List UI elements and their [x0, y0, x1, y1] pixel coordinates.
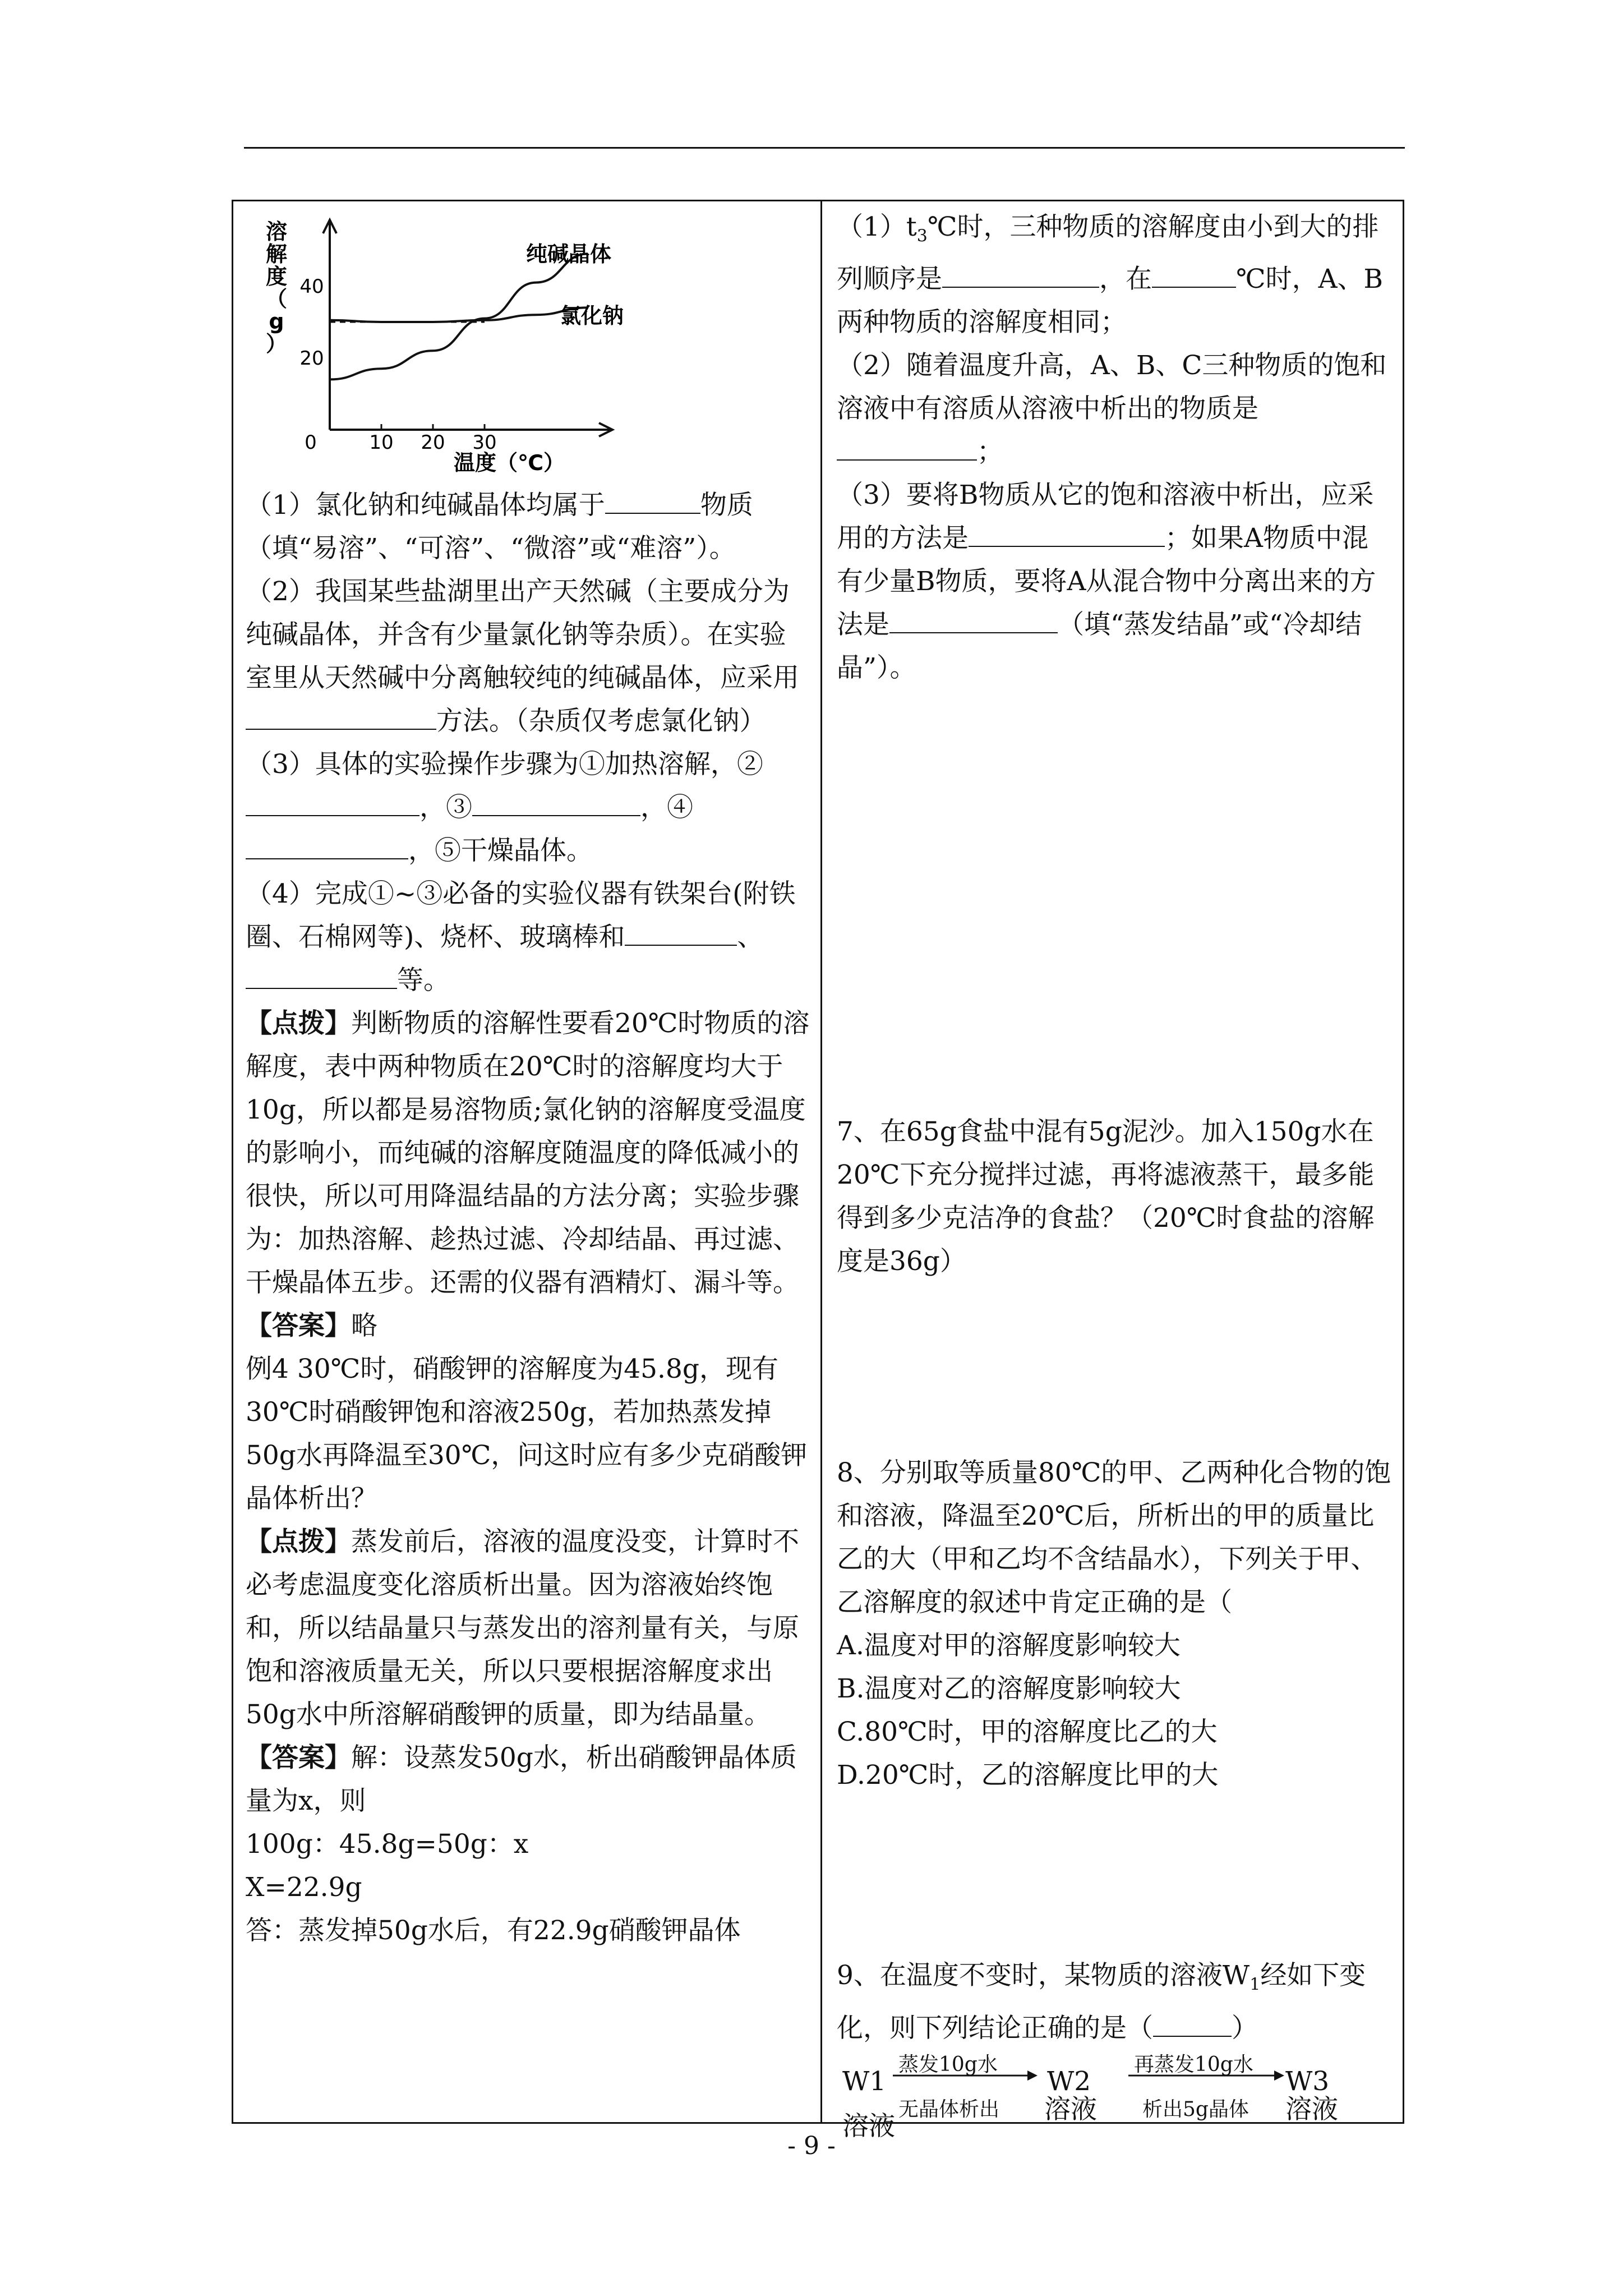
- answer-blank[interactable]: [837, 437, 977, 461]
- option-8b: B.温度对乙的溶解度影响较大: [837, 1673, 1181, 1705]
- flow-w3: W3: [1285, 2065, 1330, 2097]
- page-number: - 9 -: [787, 2132, 836, 2160]
- answer-2-result: X=22.9g: [246, 1872, 362, 1903]
- series-line-2: [330, 307, 588, 322]
- x-tick-label: 10: [369, 431, 394, 454]
- answer-blank[interactable]: [1152, 264, 1236, 288]
- q4-text: （4）完成①~③必备的实验仪器有铁架台(附铁圈、石棉网等)、烧杯、玻璃棒和 、等。: [246, 878, 796, 996]
- answer-2-ratio: 100g：45.8g=50g：x: [246, 1829, 529, 1860]
- answer-blank[interactable]: [1153, 2013, 1232, 2037]
- answer-blank[interactable]: [246, 836, 408, 859]
- answer-2: 【答案】解：设蒸发50g水，析出硝酸钾晶体质量为x，则: [246, 1742, 797, 1816]
- y-tick-label: 20: [299, 347, 324, 370]
- y-axis-label-char: 溶: [265, 219, 288, 244]
- series-line-1: [330, 254, 588, 379]
- r-q1-text: $(1)t_3℃$时，三种物质的溶解度由小到大的排列顺序是 ，在 ℃时，A、B两种物质的溶解度相同；: [837, 211, 1384, 338]
- answer-1: 【答案】略: [246, 1310, 377, 1341]
- q1-text: （1）氯化钠和纯碱晶体均属于 物质（填“易溶”、“可溶”、“微溶”或“难溶”）。: [246, 490, 753, 564]
- flow-step1-result: 无晶体析出: [898, 2097, 1000, 2121]
- answer-blank[interactable]: [889, 610, 1058, 633]
- flow-step1-condition: 蒸发10g水: [898, 2053, 998, 2076]
- answer-blank[interactable]: [472, 793, 640, 816]
- flow-w2-label: 溶液: [1044, 2093, 1097, 2125]
- answer-blank[interactable]: [605, 490, 700, 514]
- solubility-chart: [246, 211, 683, 480]
- hint-2: 【点拨】蒸发前后，溶液的温度没变，计算时不必考虑温度变化溶质析出量。因为溶液始终饱和，所以结晶量只与蒸发出的溶剂量有关，与原饱和溶液质量无关，所以只要根据溶解度求出50g水中所溶解硝酸钾的质量，即为结晶量。: [246, 1526, 799, 1730]
- left-column: [236, 200, 819, 1952]
- question-7: 7、在65g食盐中混有5g泥沙。加入150g水在20℃下充分搅拌过滤，再将滤液蒸干，最多能得到多少克洁净的食盐？（20℃时食盐的溶解度是36g）: [837, 1116, 1375, 1277]
- header-rule: [244, 147, 1405, 149]
- arrow-icon: [1128, 2069, 1285, 2082]
- arrow-icon: [893, 2069, 1039, 2082]
- right-column: [824, 200, 1402, 2183]
- r-q3-text: （3）要将B物质从它的饱和溶液中析出，应采用的方法是 ；如果A物质中混有少量B物质，要将A从混合物中分离出来的方法是 （填“蒸发结晶”或“冷却结晶”）。: [837, 480, 1376, 684]
- y-tick-label: 40: [299, 275, 324, 298]
- answer-2-conclusion: 答：蒸发掉50g水后，有22.9g硝酸钾晶体: [246, 1915, 741, 1946]
- r-q2-text: （2）随着温度升高，A、B、C三种物质的饱和溶液中有溶质从溶液中析出的物质是；: [837, 350, 1387, 468]
- series-label: 氯化钠: [560, 303, 624, 328]
- flow-step2-condition: 再蒸发10g水: [1134, 2053, 1253, 2076]
- y-axis-label-char: 解: [265, 242, 288, 266]
- hint-1: 【点拨】判断物质的溶解性要看20℃时物质的溶解度，表中两种物质在20℃时的溶解度均大于10g，所以都是易溶物质;氯化钠的溶解度受温度的影响小，而纯碱的溶解度随温度的降低减小的很快，所以可用降温结晶的方法分离；实验步骤为：加热溶解、趁热过滤、冷却结晶、再过滤、干燥晶体五步。还需的仪器有酒精灯、漏斗等。: [246, 1008, 810, 1298]
- q2-text: （2）我国某些盐湖里出产天然碱（主要成分为纯碱晶体，并含有少量氯化钠等杂质）。在实验室里从天然碱中分离触较纯的纯碱晶体，应采用方法。（杂质仅考虑氯化钠）: [246, 576, 799, 737]
- answer-blank[interactable]: [942, 264, 1099, 288]
- answer-blank[interactable]: [246, 706, 436, 730]
- answer-blank[interactable]: [969, 523, 1165, 547]
- flow-w2: W2: [1047, 2065, 1091, 2097]
- example-4: 例4 30℃时，硝酸钾的溶解度为45.8g，现有30℃时硝酸钾饱和溶液250g，若加热蒸发掉50g水再降温至30℃，问这时应有多少克硝酸钾晶体析出？: [246, 1354, 808, 1514]
- y-axis-label-char: 度: [265, 264, 288, 289]
- flow-w3-label: 溶液: [1285, 2093, 1338, 2125]
- x-tick-label: 30: [472, 431, 497, 454]
- q3-text: （3）具体的实验操作步骤为①加热溶解，②，③ ，④，⑤干燥晶体。: [246, 749, 763, 866]
- option-8d: D.20℃时，乙的溶解度比甲的大: [837, 1760, 1219, 1791]
- process-diagram: [837, 2054, 1394, 2183]
- option-8c: C.80℃时，甲的溶解度比乙的大: [837, 1717, 1218, 1748]
- x-axis-label: 温度（℃）: [453, 450, 565, 475]
- answer-blank[interactable]: [246, 793, 419, 816]
- column-divider: [820, 200, 822, 2124]
- question-9: 9、在温度不变时，某物质的溶液$W_1$经如下变化，则下列结论正确的是（ ）: [837, 1960, 1366, 2044]
- y-axis-label-char: g: [269, 309, 284, 334]
- flow-step2-result: 析出5g晶体: [1142, 2097, 1249, 2121]
- answer-blank[interactable]: [625, 922, 737, 946]
- x-tick-label: 20: [421, 431, 445, 454]
- x-tick-label: 0: [305, 431, 317, 454]
- question-8: 8、分别取等质量80℃的甲、乙两种化合物的饱和溶液，降温至20℃后，所析出的甲的质量比乙的大（甲和乙均不含结晶水），下列关于甲、乙溶解度的叙述中肯定正确的是（: [837, 1457, 1391, 1618]
- y-axis-label-char: ）: [265, 332, 288, 356]
- flow-w1: W1: [842, 2065, 887, 2097]
- answer-blank[interactable]: [246, 965, 397, 989]
- flow-w1-label: 溶液: [842, 2110, 895, 2142]
- series-label: 纯碱晶体: [526, 242, 612, 266]
- option-8a: A.温度对甲的溶解度影响较大: [837, 1630, 1181, 1662]
- y-axis-label-char: （: [265, 287, 288, 311]
